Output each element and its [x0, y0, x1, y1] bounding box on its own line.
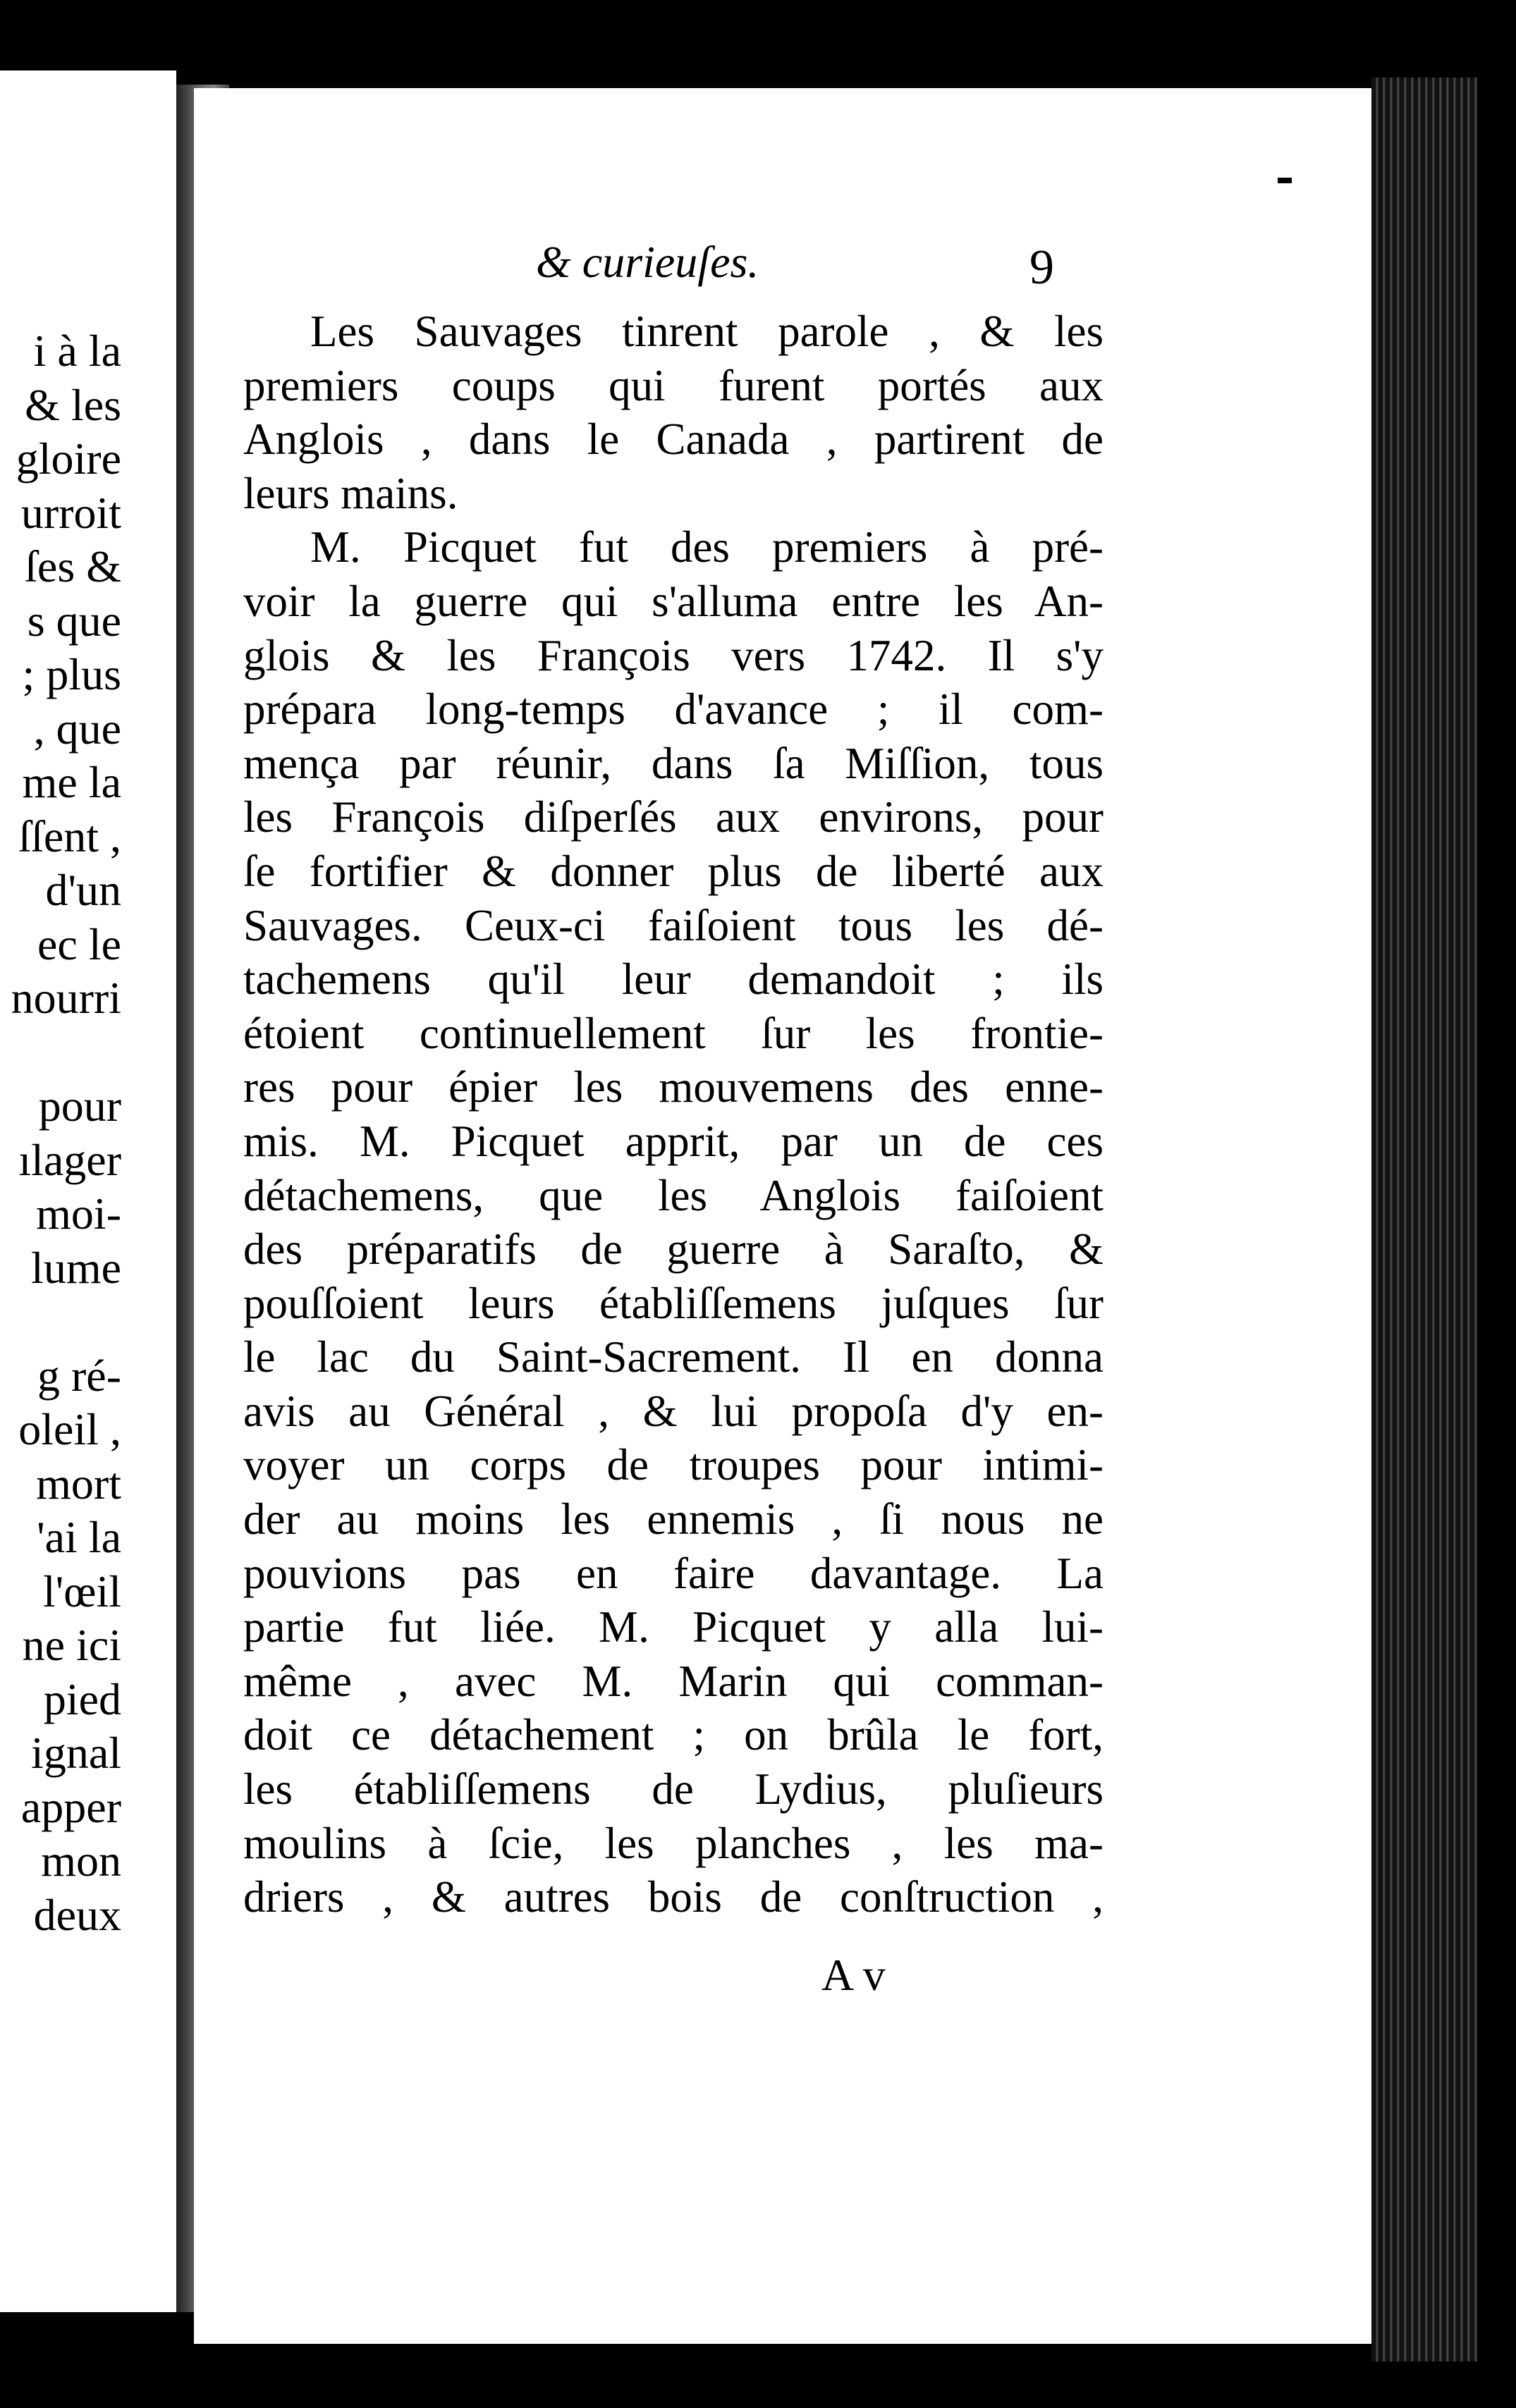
text-line: Anglois , dans le Canada , partirent de	[243, 414, 1104, 465]
left-line: i à la	[33, 326, 121, 376]
text-line: leurs mains.	[243, 468, 458, 518]
text-line: der au moins les ennemis , ſi nous ne	[243, 1494, 1104, 1544]
margin-mark	[1278, 178, 1292, 183]
text-line: Sauvages. Ceux-ci faiſoient tous les dé-	[243, 900, 1104, 950]
text-line: avis au Général , & lui propoſa d'y en-	[243, 1386, 1104, 1436]
text-line: le lac du Saint-Sacrement. Il en donna	[243, 1332, 1104, 1382]
left-line: pied	[43, 1673, 121, 1724]
left-line: deux	[33, 1889, 121, 1940]
text-line: pouvions pas en faire davantage. La	[243, 1548, 1104, 1598]
running-head: & curieuſes.	[536, 237, 759, 287]
text-line: voir la guerre qui s'alluma entre les An-	[243, 576, 1104, 626]
text-line: les François diſperſés aux environs, pour	[243, 792, 1104, 842]
text-line: même , avec M. Marin qui comman-	[243, 1656, 1104, 1706]
text-line: prépara long-temps d'avance ; il com-	[243, 684, 1104, 735]
left-line: g ré-	[37, 1350, 121, 1401]
left-line: d'un	[45, 865, 121, 915]
left-facing-page	[0, 70, 176, 2312]
text-line: moulins à ſcie, les planches , les ma-	[243, 1818, 1104, 1868]
text-line: Les Sauvages tinrent parole , & les	[310, 307, 1104, 356]
left-line: urroit	[20, 487, 121, 538]
text-line: voyer un corps de troupes pour intimi-	[243, 1440, 1104, 1490]
left-line: ignal	[31, 1728, 121, 1778]
text-line: pouſſoient leurs établiſſemens juſques ſur	[243, 1278, 1104, 1328]
body-text	[243, 305, 1104, 1924]
left-line: , que	[33, 703, 121, 754]
text-line: res pour épier les mouvemens des enne-	[243, 1062, 1104, 1112]
left-line: & les	[25, 379, 121, 430]
text-line: des préparatifs de guerre à Saraſto, &	[243, 1224, 1104, 1274]
text-line: doit ce détachement ; on brûla le fort,	[243, 1710, 1104, 1760]
text-line: driers , & autres bois de conſtruction ,	[243, 1872, 1104, 1922]
text-line: mença par réunir, dans ſa Miſſion, tous	[243, 738, 1104, 788]
text-line: partie fut liée. M. Picquet y alla lui-	[243, 1602, 1104, 1652]
left-line: s que	[27, 595, 121, 646]
left-line: apper	[20, 1781, 121, 1832]
text-line: détachemens, que les Anglois faiſoient	[243, 1170, 1104, 1220]
left-line: mon	[41, 1836, 121, 1886]
left-line: mort	[36, 1458, 121, 1509]
left-line: ſſent ,	[18, 811, 121, 861]
text-line: étoient continuellement ſur les frontie-	[243, 1008, 1104, 1058]
left-line: me la	[22, 757, 121, 807]
text-line: les établiſſemens de Lydius, pluſieurs	[243, 1764, 1104, 1814]
left-line: oleil ,	[18, 1404, 121, 1454]
left-line: ec le	[37, 919, 121, 969]
page-edges	[1371, 78, 1477, 2361]
text-line: premiers coups qui furent portés aux	[243, 360, 1104, 410]
left-line: 'ai la	[37, 1512, 121, 1562]
left-page-text	[11, 324, 121, 1942]
left-line: lume	[31, 1242, 121, 1293]
signature-mark: A v	[821, 1950, 886, 2000]
text-line: mis. M. Picquet apprit, par un de ces	[243, 1116, 1104, 1166]
left-line: ne ici	[22, 1620, 121, 1670]
left-line: l'œil	[42, 1566, 121, 1616]
page-number: 9	[1029, 240, 1054, 295]
left-line	[11, 1295, 121, 1349]
left-line: ſes &	[25, 541, 121, 591]
left-line: ; plus	[22, 649, 121, 699]
left-line: nourri	[11, 973, 121, 1023]
text-line: ſe fortifier & donner plus de liberté aux	[243, 846, 1104, 896]
left-line: pour	[38, 1081, 121, 1131]
left-line: ılager	[18, 1134, 121, 1185]
text-line: glois & les François vers 1742. Il s'y	[243, 630, 1104, 680]
left-line	[11, 1026, 121, 1080]
text-line: tachemens qu'il leur demandoit ; ils	[243, 954, 1104, 1005]
left-line: moi-	[36, 1188, 121, 1239]
text-line: M. Picquet fut des premiers à pré-	[310, 522, 1104, 572]
left-line: gloire	[16, 434, 121, 484]
